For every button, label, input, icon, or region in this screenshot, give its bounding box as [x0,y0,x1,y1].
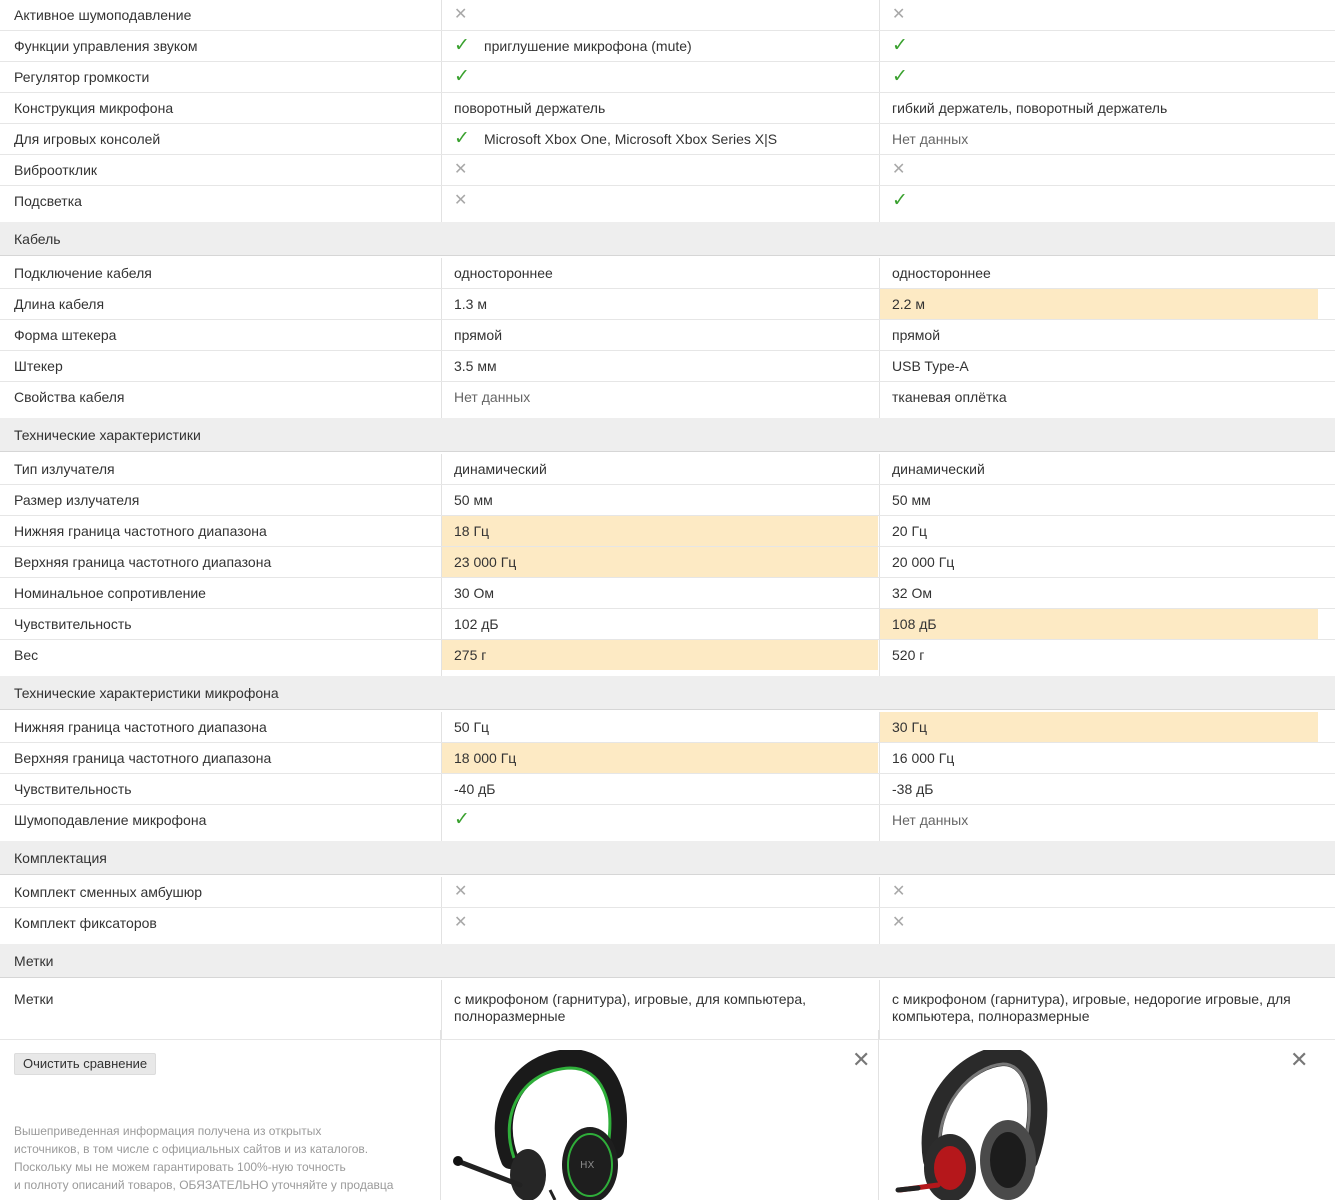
table-row [0,712,1335,743]
value-cell [441,578,878,608]
value-text: 16 000 Гц [892,750,955,766]
row-label: Регулятор громкости [14,69,150,85]
section-header: Кабель [0,222,1335,256]
value-cell [441,351,878,381]
value-cell [441,609,878,639]
table-row [0,640,1335,670]
value-text: 23 000 Гц [454,554,517,570]
value-text: гибкий держатель, поворотный держатель [892,100,1168,116]
value-cell [879,382,1318,412]
row-label: Для игровых консолей [14,131,161,147]
value-cell [879,124,1318,154]
value-cell [879,155,1318,185]
value-text: 50 мм [892,492,931,508]
value-cell [879,609,1318,639]
value-text: тканевая оплётка [892,389,1007,405]
column-divider [441,835,878,841]
cross-icon: ✕ [892,914,906,931]
row-label: Верхняя граница частотного диапазона [14,750,272,766]
check-icon: ✓ [892,66,908,87]
disclaimer-text [14,1122,434,1194]
value-text: приглушение микрофона (mute) [484,38,692,54]
table-row [0,31,1335,62]
value-cell [441,186,878,216]
value-text: прямой [892,327,941,343]
value-cell [879,547,1318,577]
check-icon: ✓ [892,190,908,211]
column-divider [441,938,878,944]
disclaimer-line: Поскольку мы не можем гарантировать 100%-ную точность [14,1160,346,1174]
value-cell [441,516,878,546]
cross-icon: ✕ [454,883,468,900]
value-text: 102 дБ [454,616,499,632]
column-divider [879,216,1318,222]
table-row [0,351,1335,382]
svg-text:HX: HX [580,1160,595,1171]
value-cell [441,258,878,288]
value-text: Нет данных [892,812,969,828]
value-text: прямой [454,327,503,343]
row-label: Номинальное сопротивление [14,585,206,601]
row-label: Нижняя граница частотного диапазона [14,523,267,539]
value-cell [879,774,1318,804]
column-divider [441,412,878,418]
row-label: Свойства кабеля [14,389,125,405]
value-cell [879,62,1318,92]
value-cell [879,516,1318,546]
value-cell [441,382,878,412]
cross-icon: ✕ [892,161,906,178]
table-row [0,774,1335,805]
row-label: Активное шумоподавление [14,7,192,23]
section-header: Технические характеристики микрофона [0,676,1335,710]
value-cell [879,31,1318,61]
value-cell [441,62,878,92]
value-text: поворотный держатель [454,100,606,116]
table-row [0,908,1335,938]
value-text: -38 дБ [892,781,934,797]
clear-comparison-button[interactable]: Очистить сравнение [14,1053,156,1075]
cross-icon: ✕ [892,6,906,23]
section-spacer [0,412,1335,418]
value-text: 275 г [454,647,487,663]
section-spacer [0,835,1335,841]
value-cell [441,805,878,835]
section-header: Метки [0,944,1335,978]
value-text: 1.3 м [454,296,487,312]
row-label: Метки [14,991,54,1007]
comparison-footer [0,1030,1335,1200]
product-image-1[interactable] [450,1050,630,1200]
table-row [0,155,1335,186]
value-cell [441,289,878,319]
value-cell [441,712,878,742]
row-label: Верхняя граница частотного диапазона [14,554,272,570]
product-image-2[interactable] [888,1050,1068,1200]
value-text: Нет данных [892,131,969,147]
value-cell [879,743,1318,773]
value-cell [879,351,1318,381]
value-cell [879,908,1318,938]
value-text: 50 Гц [454,719,490,735]
value-text: 18 000 Гц [454,750,517,766]
table-row [0,454,1335,485]
table-row [0,93,1335,124]
value-text: динамический [892,461,985,477]
section-header: Технические характеристики [0,418,1335,452]
row-label: Штекер [14,358,63,374]
column-divider [878,1030,879,1200]
value-text: 30 Ом [454,585,494,601]
value-cell [879,805,1318,835]
value-text: 50 мм [454,492,493,508]
value-text: 30 Гц [892,719,928,735]
value-cell [879,578,1318,608]
value-text: одностороннее [454,265,553,281]
value-text: 3.5 мм [454,358,497,374]
row-label: Длина кабеля [14,296,105,312]
value-cell [441,155,878,185]
row-label: Подсветка [14,193,82,209]
value-text: одностороннее [892,265,991,281]
value-cell [879,712,1318,742]
check-icon: ✓ [454,35,470,56]
table-row [0,516,1335,547]
value-text: 32 Ом [892,585,932,601]
value-cell [441,547,878,577]
column-divider [440,1030,441,1200]
disclaimer-line: источников, в том числе с официальных сайтов и из каталогов. [14,1142,369,1156]
value-cell [441,93,878,123]
row-label: Функции управления звуком [14,38,198,54]
section-spacer [0,216,1335,222]
value-cell [441,31,878,61]
value-cell [441,743,878,773]
value-text: 108 дБ [892,616,937,632]
value-cell [441,640,878,670]
value-text: 20 Гц [892,523,928,539]
value-cell [441,877,878,907]
value-cell [879,258,1318,288]
value-text: Microsoft Xbox One, Microsoft Xbox Series X|S [484,131,778,147]
row-label: Тип излучателя [14,461,115,477]
table-row [0,743,1335,774]
row-label: Комплект фиксаторов [14,915,157,931]
table-row [0,186,1335,216]
value-cell [879,93,1318,123]
row-label: Виброотклик [14,162,98,178]
table-row [0,0,1335,31]
table-row [0,547,1335,578]
table-row [0,382,1335,412]
check-icon: ✓ [454,128,470,149]
value-text: 20 000 Гц [892,554,955,570]
row-label: Подключение кабеля [14,265,152,281]
value-text: с микрофоном (гарнитура), игровые, недорогие игровые, для компьютера, полноразмерные [892,991,1291,1024]
value-cell [441,908,878,938]
row-label: Размер излучателя [14,492,140,508]
section-spacer [0,670,1335,676]
table-row [0,289,1335,320]
value-cell [879,640,1318,670]
cross-icon: ✕ [454,914,468,931]
table-row [0,877,1335,908]
cross-icon: ✕ [892,883,906,900]
column-divider [879,938,1318,944]
disclaimer-line: и полноту описаний товаров, ОБЯЗАТЕЛЬНО уточняйте у продавца [14,1178,394,1192]
value-cell [441,774,878,804]
value-text: с микрофоном (гарнитура), игровые, для компьютера, полноразмерные [454,991,807,1024]
column-divider [879,670,1318,676]
table-row [0,258,1335,289]
table-row [0,485,1335,516]
row-label: Форма штекера [14,327,117,343]
row-label: Комплект сменных амбушюр [14,884,202,900]
disclaimer-line: Вышеприведенная информация получена из открытых [14,1124,322,1138]
table-row [0,62,1335,93]
cross-icon: ✕ [454,192,468,209]
value-text: 2.2 м [892,296,925,312]
value-cell [441,124,878,154]
table-row [0,124,1335,155]
row-label: Шумоподавление микрофона [14,812,207,828]
row-label: Вес [14,647,39,663]
cross-icon: ✕ [454,6,468,23]
row-label: Конструкция микрофона [14,100,174,116]
value-text: динамический [454,461,547,477]
table-row [0,805,1335,835]
table-row [0,609,1335,640]
value-cell [879,289,1318,319]
remove-product-2-icon[interactable]: ✕ [1290,1047,1309,1072]
row-label: Чувствительность [14,616,132,632]
column-divider [879,835,1318,841]
column-divider [441,216,878,222]
section-spacer [0,938,1335,944]
value-cell [879,877,1318,907]
value-text: 18 Гц [454,523,490,539]
cross-icon: ✕ [454,161,468,178]
value-cell [879,0,1318,30]
check-icon: ✓ [454,66,470,87]
table-row [0,578,1335,609]
check-icon: ✓ [892,35,908,56]
value-cell [441,0,878,30]
row-label: Нижняя граница частотного диапазона [14,719,267,735]
value-text: USB Type-A [892,358,969,374]
value-cell [441,454,878,484]
value-text: -40 дБ [454,781,496,797]
section-header: Комплектация [0,841,1335,875]
value-cell [441,320,878,350]
table-row [0,320,1335,351]
value-cell [879,485,1318,515]
column-divider [879,412,1318,418]
remove-product-1-icon[interactable]: ✕ [852,1047,871,1072]
value-text: 520 г [892,647,925,663]
value-cell [441,485,878,515]
row-label: Чувствительность [14,781,132,797]
value-text: Нет данных [454,389,531,405]
value-cell [879,454,1318,484]
value-cell [879,186,1318,216]
column-divider [441,670,878,676]
check-icon: ✓ [454,809,470,830]
value-cell [879,320,1318,350]
